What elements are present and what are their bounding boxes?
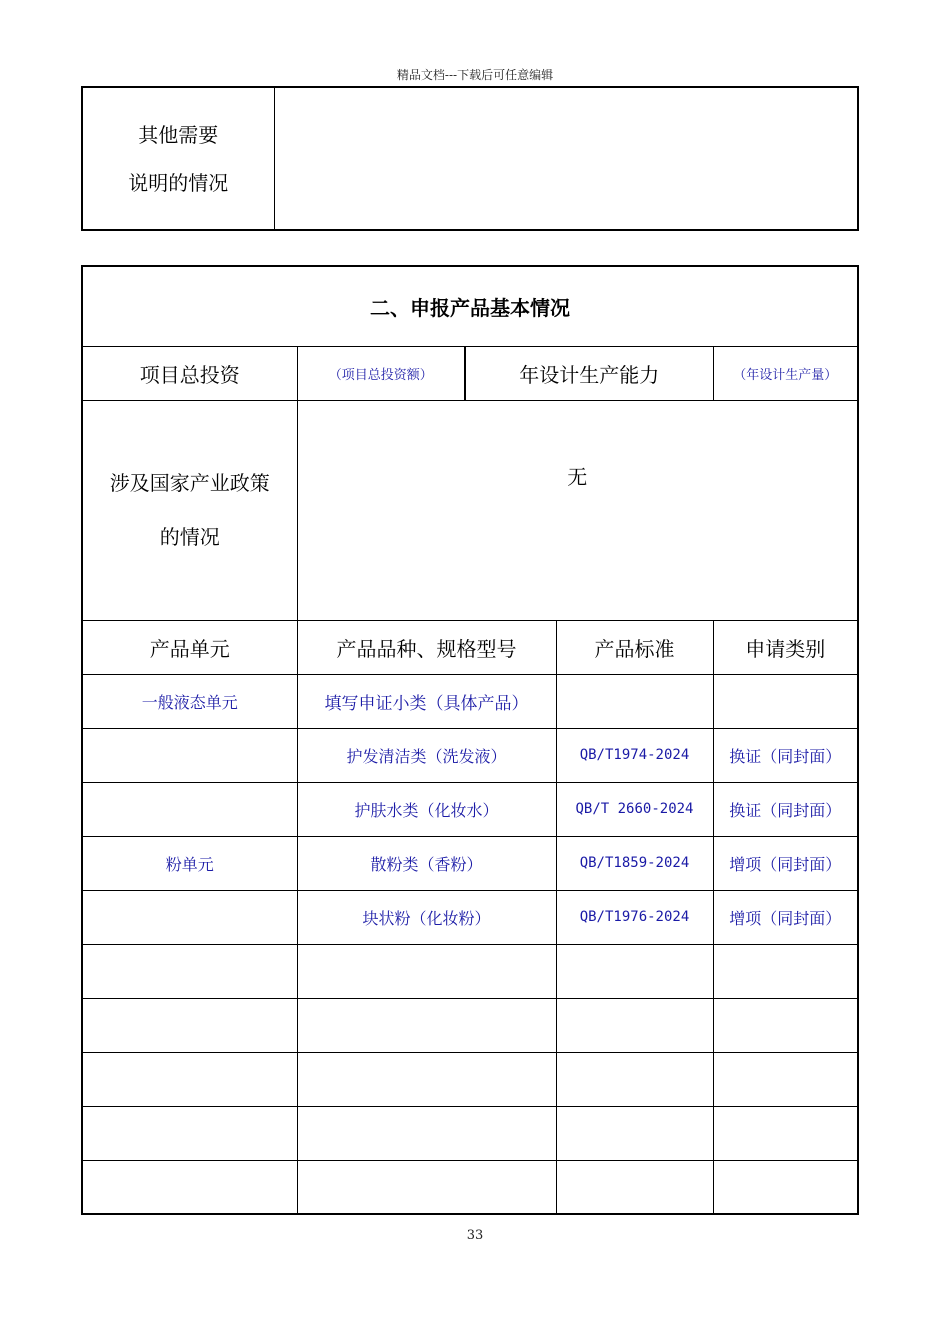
other-notes-label-line2: 说明的情况 (128, 170, 229, 195)
cell-category[interactable]: 增项（同封面） (713, 890, 858, 944)
cell-standard[interactable] (556, 998, 713, 1052)
cell-product[interactable]: 散粉类（香粉） (297, 836, 556, 890)
page-number: 33 (466, 1228, 484, 1243)
header-product: 产品品种、规格型号 (297, 620, 556, 674)
table-row (82, 1106, 858, 1160)
cell-product[interactable] (297, 1106, 556, 1160)
cell-product[interactable]: 护发清洁类（洗发液） (297, 728, 556, 782)
section-title: 二、申报产品基本情况 (82, 266, 858, 346)
cell-unit[interactable] (82, 782, 297, 836)
other-notes-label-line1: 其他需要 (138, 122, 219, 147)
cell-standard[interactable] (556, 944, 713, 998)
table-row (82, 782, 858, 836)
cell-category[interactable] (713, 1052, 858, 1106)
cell-unit[interactable] (82, 728, 297, 782)
policy-label (82, 400, 297, 620)
cell-standard[interactable] (556, 1052, 713, 1106)
cell-category[interactable] (713, 944, 858, 998)
cell-category[interactable]: 换证（同封面） (713, 782, 858, 836)
header-standard: 产品标准 (556, 620, 713, 674)
table-row (82, 1052, 858, 1106)
table-row (82, 1160, 858, 1214)
page-header: 精品文档---下载后可任意编辑 (396, 68, 554, 82)
capacity-label: 年设计生产能力 (465, 346, 713, 400)
cell-unit[interactable] (82, 1106, 297, 1160)
cell-category[interactable]: 换证（同封面） (713, 728, 858, 782)
cell-unit[interactable]: 粉单元 (82, 836, 297, 890)
cell-product[interactable] (297, 944, 556, 998)
investment-value[interactable]: （项目总投资额） (297, 346, 465, 400)
cell-standard[interactable]: QB/T1859-2024 (556, 836, 713, 890)
cell-category[interactable] (713, 1160, 858, 1214)
header-category: 申请类别 (713, 620, 858, 674)
cell-category[interactable]: 增项（同封面） (713, 836, 858, 890)
cell-standard[interactable] (556, 674, 713, 728)
cell-product[interactable] (297, 998, 556, 1052)
table-row (82, 944, 858, 998)
table-row (82, 836, 858, 890)
cell-unit[interactable] (82, 1052, 297, 1106)
table-row (82, 674, 858, 728)
investment-label: 项目总投资 (82, 346, 297, 400)
cell-unit[interactable] (82, 890, 297, 944)
table-row (82, 890, 858, 944)
cell-product[interactable]: 块状粉（化妆粉） (297, 890, 556, 944)
capacity-value[interactable]: （年设计生产量） (713, 346, 858, 400)
cell-unit[interactable]: 一般液态单元 (82, 674, 297, 728)
cell-standard[interactable] (556, 1106, 713, 1160)
cell-product[interactable]: 护肤水类（化妆水） (297, 782, 556, 836)
cell-product[interactable]: 填写申证小类（具体产品） (297, 674, 556, 728)
product-info-table (81, 265, 859, 1215)
cell-standard[interactable]: QB/T1976-2024 (556, 890, 713, 944)
cell-category[interactable] (713, 998, 858, 1052)
cell-product[interactable] (297, 1052, 556, 1106)
other-notes-value[interactable] (274, 87, 858, 230)
policy-value[interactable]: 无 (297, 400, 858, 620)
table-row (82, 728, 858, 782)
policy-label-line2: 的情况 (159, 525, 220, 549)
cell-product[interactable] (297, 1160, 556, 1214)
cell-standard[interactable]: QB/T1974-2024 (556, 728, 713, 782)
cell-standard[interactable]: QB/T 2660-2024 (556, 782, 713, 836)
cell-category[interactable] (713, 674, 858, 728)
table-row (82, 998, 858, 1052)
other-notes-label (82, 87, 274, 230)
cell-unit[interactable] (82, 1160, 297, 1214)
policy-label-line1: 涉及国家产业政策 (109, 471, 270, 495)
other-notes-table (81, 86, 859, 231)
cell-category[interactable] (713, 1106, 858, 1160)
cell-unit[interactable] (82, 944, 297, 998)
header-unit: 产品单元 (82, 620, 297, 674)
cell-unit[interactable] (82, 998, 297, 1052)
cell-standard[interactable] (556, 1160, 713, 1214)
